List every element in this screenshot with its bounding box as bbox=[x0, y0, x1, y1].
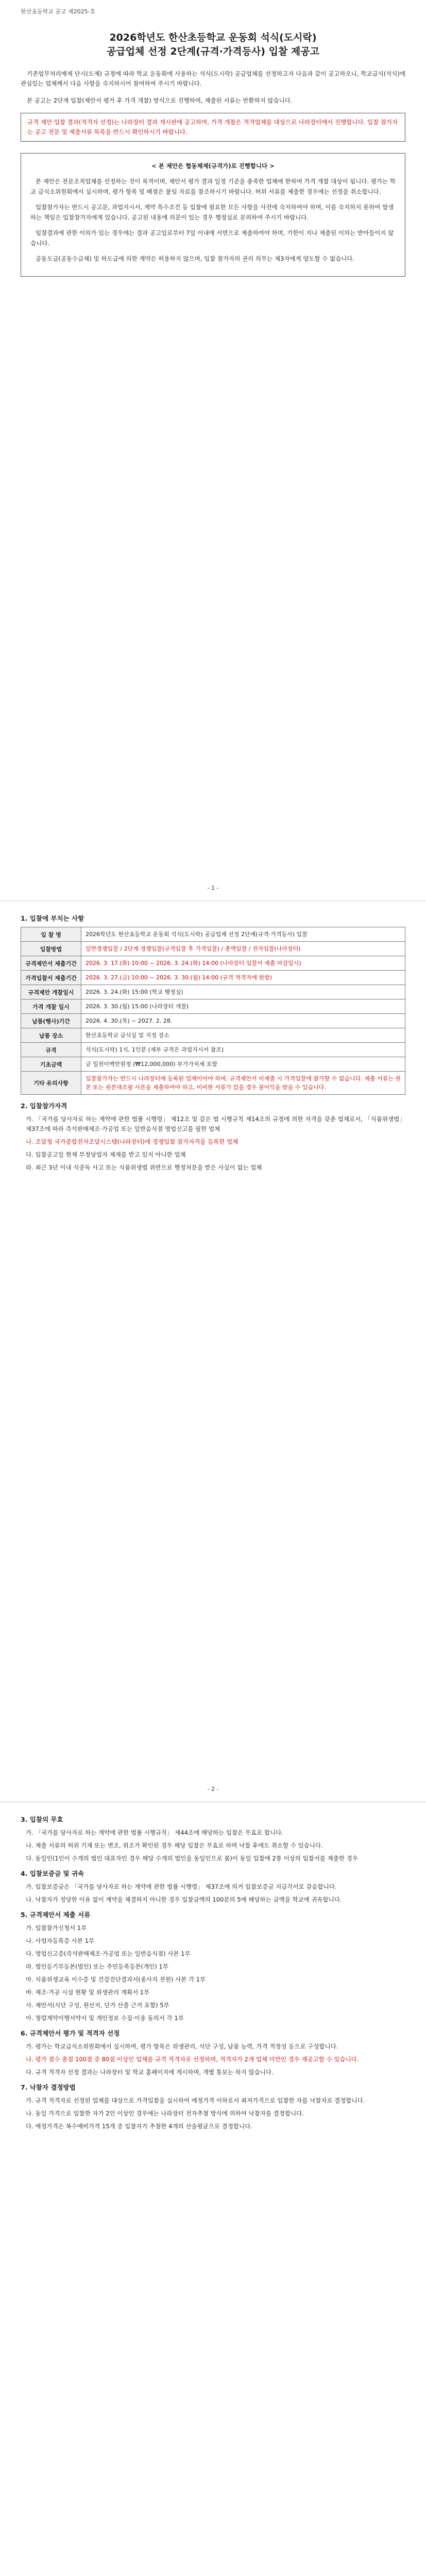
section-5-item: 사. 제안서(식단 구성, 원산지, 단가 산출 근거 포함) 5부 bbox=[26, 2002, 169, 2009]
bid-info-table bbox=[21, 927, 405, 1095]
section-5-heading: 5. 규격제안서 제출 서류 bbox=[21, 1911, 91, 1919]
section-2-heading: 2. 입찰참가자격 bbox=[21, 1102, 67, 1110]
row-label: 입 찰 명 bbox=[21, 927, 81, 942]
row-label: 기타 유의사항 bbox=[21, 1072, 81, 1095]
document-page-3 bbox=[0, 1802, 426, 2576]
section-2-item: 라. 최근 3년 이내 식중독 사고 또는 식품위생법 위반으로 행정처분을 받은 사실이 없는 업체 bbox=[26, 1164, 262, 1171]
row-value: 2026학년도 한산초등학교 운동회 석식(도시락) 공급업체 선정 2단계(규격·가격등사) 입찰 bbox=[81, 927, 405, 942]
section-5-item: 가. 입찰참가신청서 1부 bbox=[26, 1924, 87, 1931]
notice-paragraph-2: 입찰참가자는 반드시 공고문, 과업지시서, 계약 특수조건 등 입찰에 필요한 모든 사항을 사전에 숙지하여야 하며, 이를 숙지하지 못하여 발생하는 책임은 입찰참가자에게 있습니다. 공고된 내용에 의문이 있는 경우 행정실로 문의하여 주시기 바랍니다. bbox=[30, 204, 394, 221]
section-5-item: 마. 식품위생교육 이수증 및 건강진단결과서(종사자 전원) 사본 각 1부 bbox=[26, 1976, 206, 1983]
intro-paragraph-1: 기존업무처리예제 단시(도제) 규정에 따라 학교 운동회에 사용하는 석식(도시락) 공급업체를 선정하고자 다음과 같이 공고하오니, 학교급식(석식)에 관심있는 업체께서 다음 사항을 숙지하시어 참여하여 주시기 바랍니다. bbox=[21, 70, 405, 87]
row-label: 가격 개찰 일시 bbox=[21, 999, 81, 1014]
page-number: - 1 - bbox=[207, 885, 219, 891]
page-number: - 2 - bbox=[207, 1786, 219, 1792]
section-5-item: 라. 법인등기부등본(법인) 또는 주민등록등본(개인) 1부 bbox=[26, 1963, 168, 1970]
row-label: 규격제안서 제출기간 bbox=[21, 956, 81, 971]
row-label: 기초금액 bbox=[21, 1057, 81, 1072]
section-5-item: 다. 영업신고증(즉석판매제조·가공업 또는 일반음식점) 사본 1부 bbox=[26, 1950, 191, 1957]
document-title bbox=[21, 31, 405, 59]
table-row bbox=[21, 1057, 405, 1072]
row-value: 2026. 4. 30.(목) ~ 2027. 2. 28. bbox=[81, 1014, 405, 1028]
row-value: 2026. 3. 17.(화) 10:00 ~ 2026. 3. 24.(화) 14:00 (나라장터 입찰서 제출 마감일시) bbox=[81, 956, 405, 971]
notice-paragraph-3: 입찰결과에 관한 이의가 있는 경우에는 결과 공고일로부터 7일 이내에 서면으로 제출하여야 하며, 기한이 지나 제출된 이의는 받아들이지 않습니다. bbox=[30, 229, 394, 247]
section-7-item: 다. 예정가격은 복수예비가격 15개 중 입찰자가 추첨한 4개의 산술평균으로 결정합니다. bbox=[26, 2123, 252, 2130]
section-7-item: 가. 규격 적격자로 선정된 업체를 대상으로 가격입찰을 실시하여 예정가격 이하로서 최저가격으로 입찰한 자를 낙찰자로 결정합니다. bbox=[26, 2097, 365, 2104]
document-page-1 bbox=[0, 0, 426, 901]
section-6-heading: 6. 규격제안서 평가 및 적격자 선정 bbox=[21, 2029, 120, 2037]
section-3-item: 나. 제출 서류의 허위 기재 또는 변조, 위조가 확인된 경우 해당 입찰은 무효로 하며 낙찰 후에도 취소할 수 있습니다. bbox=[26, 1842, 323, 1849]
document-page-2 bbox=[0, 901, 426, 1802]
row-label: 규격 bbox=[21, 1043, 81, 1057]
section-5-item: 나. 사업자등록증 사본 1부 bbox=[26, 1937, 95, 1944]
red-notice-box: 규격 제안 입찰 결과(적격자 선정)는 나라장터 결과 게시판에 공고하며, 가격 개찰은 적격업체를 대상으로 나라장터에서 진행합니다. 입찰 참가자는 공고 전문 및 제출서류 목록을 반드시 확인하시기 바랍니다. bbox=[21, 113, 405, 142]
table-row bbox=[21, 956, 405, 971]
row-value: 석식(도시락) 1식, 1인분 (세부 규격은 과업지시서 참조) bbox=[81, 1043, 405, 1057]
row-label: 가격입찰서 제출기간 bbox=[21, 971, 81, 985]
table-row bbox=[21, 927, 405, 942]
section-6-item: 다. 규격 적격자 선정 결과는 나라장터 및 학교 홈페이지에 게시하며, 개별 통보는 하지 않습니다. bbox=[26, 2069, 274, 2076]
section-6-item: 나. 평가 점수 총점 100점 중 80점 이상인 업체를 규격 적격자로 선정하며, 적격자가 2개 업체 미만인 경우 재공고할 수 있습니다. bbox=[26, 2056, 359, 2063]
section-2-item: 가. 「국가를 당사자로 하는 계약에 관한 법률 시행령」 제12조 및 같은 법 시행규칙 제14조의 규정에 의한 자격을 갖춘 업체로서, 「식품위생법」 제37조에 따라 즉석판매제조·가공업 또는 일반음식점 영업신고를 필한 업체 bbox=[26, 1115, 405, 1132]
table-row bbox=[21, 1014, 405, 1028]
section-3-item: 다. 동일인(1인이 수개의 법인 대표자인 경우 해당 수개의 법인을 동일인으로 봄)이 동일 입찰에 2통 이상의 입찰서를 제출한 경우 bbox=[26, 1855, 358, 1862]
section-5-item: 아. 청렴계약이행서약서 및 개인정보 수집·이용 동의서 각 1부 bbox=[26, 2014, 184, 2022]
section-2-item: 다. 입찰공고일 현재 부정당업자 제재를 받고 있지 아니한 업체 bbox=[26, 1151, 186, 1158]
table-row bbox=[21, 971, 405, 985]
section-4-item: 나. 낙찰자가 정당한 이유 없이 계약을 체결하지 아니한 경우 입찰금액의 100분의 5에 해당하는 금액을 학교에 귀속합니다. bbox=[26, 1896, 342, 1903]
row-value: 2026. 3. 30.(월) 15:00 (나라장터 개찰) bbox=[81, 999, 405, 1014]
table-row bbox=[21, 942, 405, 956]
row-value: 금 일천이백만원정 (₩12,000,000) 부가가치세 포함 bbox=[81, 1057, 405, 1072]
section-4-heading: 4. 입찰보증금 및 귀속 bbox=[21, 1870, 84, 1877]
section-3-heading: 3. 입찰의 무효 bbox=[21, 1816, 63, 1823]
section-4-item: 가. 입찰보증금은 「국가를 당사자로 하는 계약에 관한 법률 시행령」 제37조에 의거 입찰보증금 지급각서로 갈음합니다. bbox=[26, 1883, 337, 1890]
table-row bbox=[21, 1043, 405, 1057]
row-label: 납품(행사)기간 bbox=[21, 1014, 81, 1028]
doc-label: 한산초등학교 공고 제2025-호 bbox=[21, 8, 96, 15]
row-label: 입찰방법 bbox=[21, 942, 81, 956]
section-7-heading: 7. 낙찰자 결정방법 bbox=[21, 2083, 76, 2091]
row-label: 납품 장소 bbox=[21, 1028, 81, 1043]
notice-paragraph-1: 본 제안은 전문조직업체를 선정하는 것이 목적이며, 제안서 평가 결과 일정 기준을 충족한 업체에 한하여 가격 개찰 대상이 됩니다. 평가는 학교 급식소위원회에서 실시하며, 평가 항목 및 배점은 붙임 자료를 참조하시기 바랍니다. 허위 서류를 제출한 경우에는 선정을 취소합니다. bbox=[30, 178, 396, 195]
title-line-2: 공급업체 선정 2단계(규격·가격등사) 입찰 제공고 bbox=[107, 46, 319, 57]
notice-paragraph-4: 공동도급(공동수급체) 및 하도급에 의한 계약은 허용하지 않으며, 입찰 참가자의 권리 의무는 제3자에게 양도할 수 없습니다. bbox=[36, 255, 355, 262]
notice-title: < 본 제안은 협동체제(규격가)로 진행합니다 > bbox=[151, 162, 275, 170]
row-value: 2026. 3. 27.(금) 10:00 ~ 2026. 3. 30.(월) 14:00 (규격 적격자에 한함) bbox=[81, 971, 405, 985]
row-value: 입찰참가자는 반드시 나라장터에 등록된 업체이어야 하며, 규격제안서 미제출 시 가격입찰에 참가할 수 없습니다. 제출 서류는 원본 또는 원본대조필 사본을 제출하여야 하고, 미비한 서류가 있을 경우 불이익을 받을 수 있습니다. bbox=[81, 1072, 405, 1095]
table-row bbox=[21, 999, 405, 1014]
title-line-1: 2026학년도 한산초등학교 운동회 석식(도시락) bbox=[109, 32, 317, 43]
table-row bbox=[21, 1028, 405, 1043]
section-5-item: 바. 제조·가공 시설 현황 및 위생관리 계획서 1부 bbox=[26, 1989, 150, 1996]
section-6-item: 가. 평가는 학교급식소위원회에서 실시하며, 평가 항목은 위생관리, 식단 구성, 납품 능력, 가격 적정성 등으로 구성합니다. bbox=[26, 2043, 338, 2050]
section-7-item: 나. 동일 가격으로 입찰한 자가 2인 이상인 경우에는 나라장터 전자추첨 방식에 의하여 낙찰자를 결정합니다. bbox=[26, 2110, 304, 2117]
table-row bbox=[21, 1072, 405, 1095]
row-value: 일반경쟁입찰 / 2단계 경쟁입찰(규격입찰 후 가격입찰) / 총액입찰 / 전자입찰(나라장터) bbox=[81, 942, 405, 956]
table-row bbox=[21, 985, 405, 999]
notice-box bbox=[21, 153, 405, 277]
section-3-item: 가. 「국가를 당사자로 하는 계약에 관한 법률 시행규칙」 제44조에 해당하는 입찰은 무효로 합니다. bbox=[26, 1829, 283, 1836]
section-1-heading: 1. 입찰에 부치는 사항 bbox=[21, 914, 84, 922]
intro-paragraph-2: 본 공고는 2단계 입찰(제안서 평가 후 가격 개찰) 방식으로 진행하며, 제출된 서류는 반환하지 않습니다. bbox=[27, 97, 293, 104]
section-2-item: 나. 조달청 국가종합전자조달시스템(나라장터)에 경쟁입찰 참가자격을 등록한 업체 bbox=[26, 1138, 238, 1145]
row-label: 규격제안 개찰일시 bbox=[21, 985, 81, 999]
row-value: 2026. 3. 24.(화) 15:00 (학교 행정실) bbox=[81, 985, 405, 999]
row-value: 한산초등학교 급식실 및 지정 장소 bbox=[81, 1028, 405, 1043]
